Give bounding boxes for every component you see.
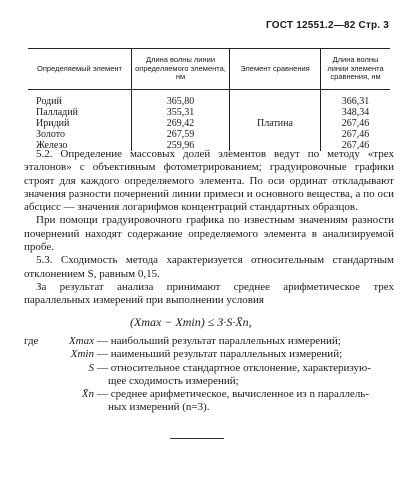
definitions-lead: где [24, 335, 39, 347]
table-row [28, 89, 390, 151]
paragraph-5-3-continued: За результат анализа принимают среднее арифметическое трех параллельных измерений при выполнении условия [24, 280, 394, 307]
reference-wavelength-value: 366,31 [341, 95, 370, 107]
definition-x-mean: — среднее арифметическое, вычисленное из n параллель- [97, 388, 369, 401]
header-element: Определяемый элемент [28, 49, 132, 90]
wavelength-value: 259,96 [166, 139, 195, 151]
element-name: Золото [36, 128, 65, 140]
wavelength-table [28, 48, 390, 151]
header-reference-wavelength: Длина волны линии элемента сравнения, нм [321, 49, 391, 90]
header-wavelength: Длина волны линии определяемого элемента, нм [132, 49, 230, 90]
definition-s-continued: щее сходимость измерений; [108, 374, 239, 387]
table-header-row [28, 49, 390, 90]
formula-text: (Xmax − Xmin) ≤ 3·S·X̄n, [130, 315, 252, 329]
symbol-x-mean: X̄n [81, 388, 94, 401]
element-name: Иридий [36, 117, 70, 129]
definition-x-max: — наибольший результат параллельных измерений; [97, 335, 341, 347]
page-header: ГОСТ 12551.2—82 Стр. 3 [266, 20, 389, 31]
symbol-x-min: Xmin [70, 348, 94, 361]
wavelength-value: 355,31 [166, 106, 195, 118]
reference-wavelength-value: 348,34 [341, 106, 370, 118]
paragraph-5-2-continued: При помощи градуировочного графика по известным значениям разности почернений находят содержание определяемого элемента в анализируемой пробе. [24, 214, 394, 254]
cell-wavelengths [132, 89, 230, 151]
cell-element-names [28, 89, 132, 151]
end-divider [170, 438, 224, 439]
element-name: Родий [36, 95, 62, 107]
wavelength-value: 267,59 [166, 128, 195, 140]
condition-formula [130, 315, 252, 330]
definition-s: — относительное стандартное отклонение, характеризую- [97, 361, 371, 374]
paragraph-5-3: 5.3. Сходимость метода характеризуется относительным стандартным отклонением S, равным 0,15. [24, 254, 394, 280]
symbol-s: S [88, 361, 94, 374]
wavelength-value: 269,42 [166, 117, 195, 129]
definition-x-min: — наименьший результат параллельных измерений; [97, 348, 343, 361]
definition-x-mean-continued: ных измерений (n=3). [108, 401, 210, 414]
symbol-x-max: Xmax [68, 335, 94, 347]
cell-reference-element: Платина [230, 89, 321, 151]
wavelength-value: 365,80 [166, 95, 195, 107]
reference-wavelength-value: 267,46 [341, 128, 370, 140]
reference-wavelength-value: 267,46 [341, 117, 370, 129]
cell-reference-wavelengths [321, 89, 391, 151]
header-reference-element: Элемент сравнения [230, 49, 321, 90]
body-text [24, 148, 394, 308]
symbol-definitions [0, 335, 417, 415]
reference-wavelength-value: 267,46 [341, 139, 370, 151]
element-name: Железо [36, 139, 68, 151]
element-name: Палладий [36, 106, 78, 118]
paragraph-5-2: 5.2. Определение массовых долей элементов ведут по методу «трех эталонов» с объективным фотометрированием; градуировочные графики строят для каждого определяемого элемента. По оси ординат откладывают значения разности почернений линии примеси и основного вещества, а по оси абсцисс — значения логарифмов концентраций стандартных образцов. [24, 148, 394, 214]
